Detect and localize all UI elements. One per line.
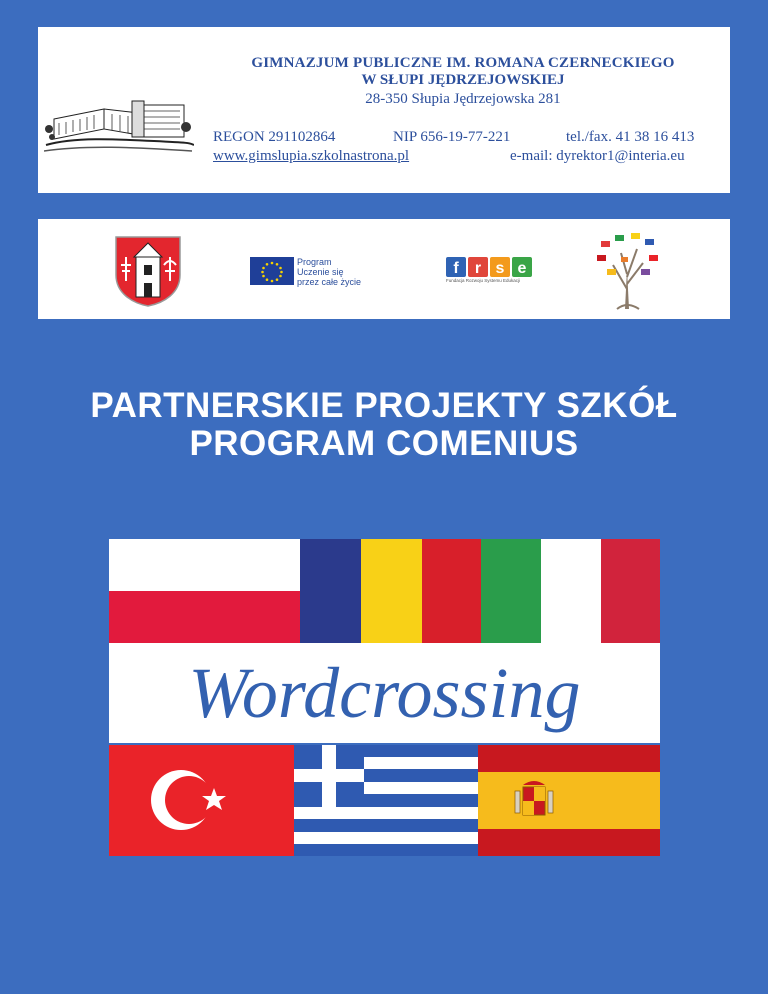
website-link[interactable]: www.gimslupia.szkolnastrona.pl <box>213 148 410 164</box>
regon-text: REGON 291102864 <box>213 129 336 145</box>
poland-flag <box>109 539 300 643</box>
frse-logo-icon <box>446 257 534 279</box>
frse-letter-s: s <box>495 260 505 277</box>
eu-flag-icon <box>250 257 294 285</box>
frse-caption: Fundacja Rozwoju Systemu Edukacji <box>446 278 521 283</box>
school-place: W SŁUPI JĘDRZEJOWSKIEJ <box>361 72 565 88</box>
title-line-1: PARTNERSKIE PROJEKTY SZKÓŁ <box>90 386 678 425</box>
school-header <box>38 27 730 193</box>
romania-flag <box>300 539 481 643</box>
coat-of-arms-icon <box>114 235 182 307</box>
partner-logos <box>38 219 730 319</box>
school-building-icon <box>44 79 194 157</box>
comenius-tree-icon <box>593 229 663 311</box>
phone-text: tel./fax. 41 38 16 413 <box>566 129 695 145</box>
page-title <box>0 387 768 463</box>
frse-letter-e: e <box>517 260 527 277</box>
frse-letter-f: f <box>453 260 459 277</box>
email-text: e-mail: dyrektor1@interia.eu <box>510 148 685 164</box>
spain-flag <box>478 745 660 856</box>
turkey-flag <box>109 745 294 856</box>
eu-program-text: Program Uczenie się przez całe życie <box>297 257 362 287</box>
school-name: GIMNAZJUM PUBLICZNE IM. ROMANA CZERNECKIEGO <box>251 55 675 71</box>
frse-letter-r: r <box>474 260 482 277</box>
title-line-2: PROGRAM COMENIUS <box>189 424 579 463</box>
italy-flag <box>481 539 660 643</box>
greece-flag <box>294 745 478 856</box>
project-name: Wordcrossing <box>109 643 660 743</box>
school-address: 28-350 Słupia Jędrzejowska 281 <box>365 91 561 107</box>
nip-text: NIP 656-19-77-221 <box>393 129 511 145</box>
